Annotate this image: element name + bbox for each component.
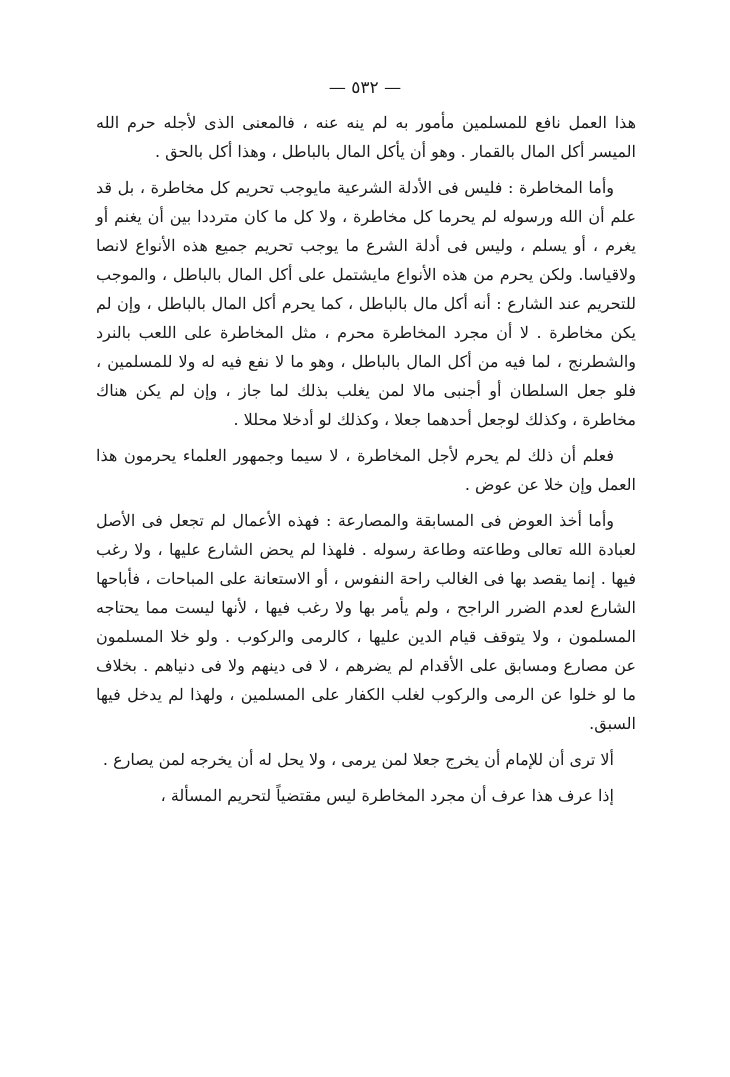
paragraph-5: ألا ترى أن للإمام أن يخرج جعلا لمن يرمى ، ولا يحل له أن يخرجه لمن يصارع . [102, 750, 614, 769]
paragraph-3: فعلم أن ذلك لم يحرم لأجل المخاطرة ، لا سيما وجمهور العلماء يحرمون هذا العمل وإن خلا عن عوض . [96, 446, 636, 494]
page-number: — ٥٣٢ — [328, 78, 402, 98]
paragraph-6: إذا عرف هذا عرف أن مجرد المخاطرة ليس مقتضياً لتحريم المسألة ، [160, 786, 614, 805]
paragraph-1: هذا العمل نافع للمسلمين مأمور به لم ينه عنه ، فالمعنى الذى لأجله حرم الله الميسر أكل المال بالقمار . وهو أن يأكل المال بالباطل ، وهذا أكل بالحق . [96, 113, 636, 161]
paragraph-2: وأما المخاطرة : فليس فى الأدلة الشرعية مايوجب تحريم كل مخاطرة ، بل قد علم أن الله ورسوله لم يحرما كل مخاطرة ، ولا كل ما كان مترددا بين أن يغنم أو يغرم ، أو يسلم ، وليس فى أدلة الشرع ما يوجب تحريم جميع هذه الأنواع لانصا ولاقياسا. ولكن يحرم من هذه الأنواع مايشتمل على أكل المال بالباطل ، والموجب للتحريم عند الشارع : أنه أكل مال بالباطل ، كما يحرم أكل المال بالباطل ، وإن لم يكن مخاطرة . لا أن مجرد المخاطرة محرم ، مثل المخاطرة على اللعب بالنرد والشطرنج ، لما فيه من أكل المال بالباطل ، وهو ما لا نفع فيه له ولا للمسلمين ، فلو جعل السلطان أو أجنبى مالا لمن يغلب بذلك لما جاز ، وإن لم يكن هناك مخاطرة ، وكذلك لوجعل أحدهما جعلا ، وكذلك لو أدخلا محللا . [96, 178, 637, 429]
paragraph-4: وأما أخذ العوض فى المسابقة والمصارعة : فهذه الأعمال لم تجعل فى الأصل لعبادة الله تعالى وطاعته وطاعة رسوله . فلهذا لم يحض الشارع عليها ، ولا رغب فيها . إنما يقصد بها فى الغالب راحة النفوس ، أو الاستعانة على المباحات ، فأباحها الشارع لعدم الضرر الراجح ، ولم يأمر بها ولا رغب فيها ، لأنها ليست مما يحتاجه المسلمون ، ولا يتوقف قيام الدين عليها ، كالرمى والركوب . ولو خلا المسلمون عن مصارع ومسابق على الأقدام لم يضرهم ، لا فى دينهم ولا فى دنياهم . بخلاف ما لو خلوا عن الرمى والركوب لغلب الكفار على المسلمين ، ولهذا لم يدخل فيها السبق. [96, 511, 637, 733]
page-body-text [96, 108, 636, 817]
